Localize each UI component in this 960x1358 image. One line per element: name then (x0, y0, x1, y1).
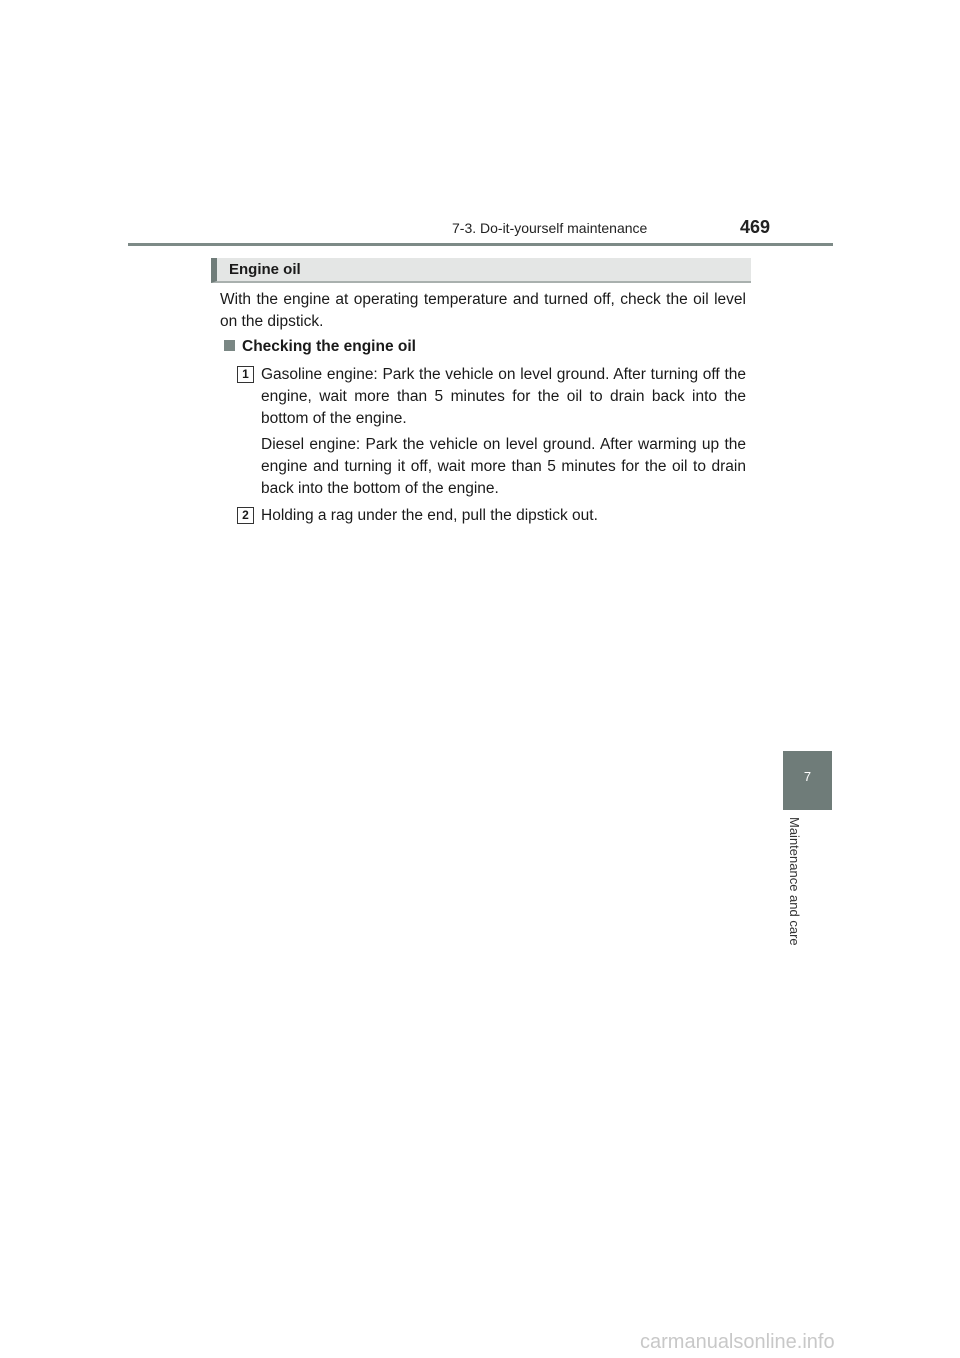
step-1-paragraph-diesel: Diesel engine: Park the vehicle on level ground. After warming up the engine and turning it off, wait more than 5 minutes for the oil to drain back into the bottom of the engine. (261, 436, 746, 497)
chapter-label: Maintenance and care (787, 817, 802, 946)
chapter-tab (783, 751, 832, 810)
section-heading-bar (211, 258, 751, 283)
watermark: carmanualsonline.info (640, 1331, 835, 1353)
header-divider (128, 243, 833, 246)
subheading-text: Checking the engine oil (242, 338, 416, 355)
step-2-paragraph: Holding a rag under the end, pull the dipstick out. (261, 507, 598, 524)
step-1-paragraph-gasoline: Gasoline engine: Park the vehicle on level ground. After turning off the engine, wait more than 5 minutes for the oil to drain back into the bottom of the engine. (261, 366, 746, 427)
section-title: 7-3. Do-it-yourself maintenance (452, 220, 648, 236)
intro-paragraph: With the engine at operating temperature and turned off, check the oil level on the dipstick. (220, 291, 746, 330)
subheading (224, 338, 416, 356)
chapter-label-container (788, 817, 808, 967)
step-number-badge: 1 (237, 366, 254, 383)
section-heading: Engine oil (229, 261, 301, 278)
page-number: 469 (740, 217, 771, 237)
square-bullet-icon (224, 340, 235, 351)
chapter-number: 7 (803, 769, 812, 784)
step-number-badge: 2 (237, 507, 254, 524)
